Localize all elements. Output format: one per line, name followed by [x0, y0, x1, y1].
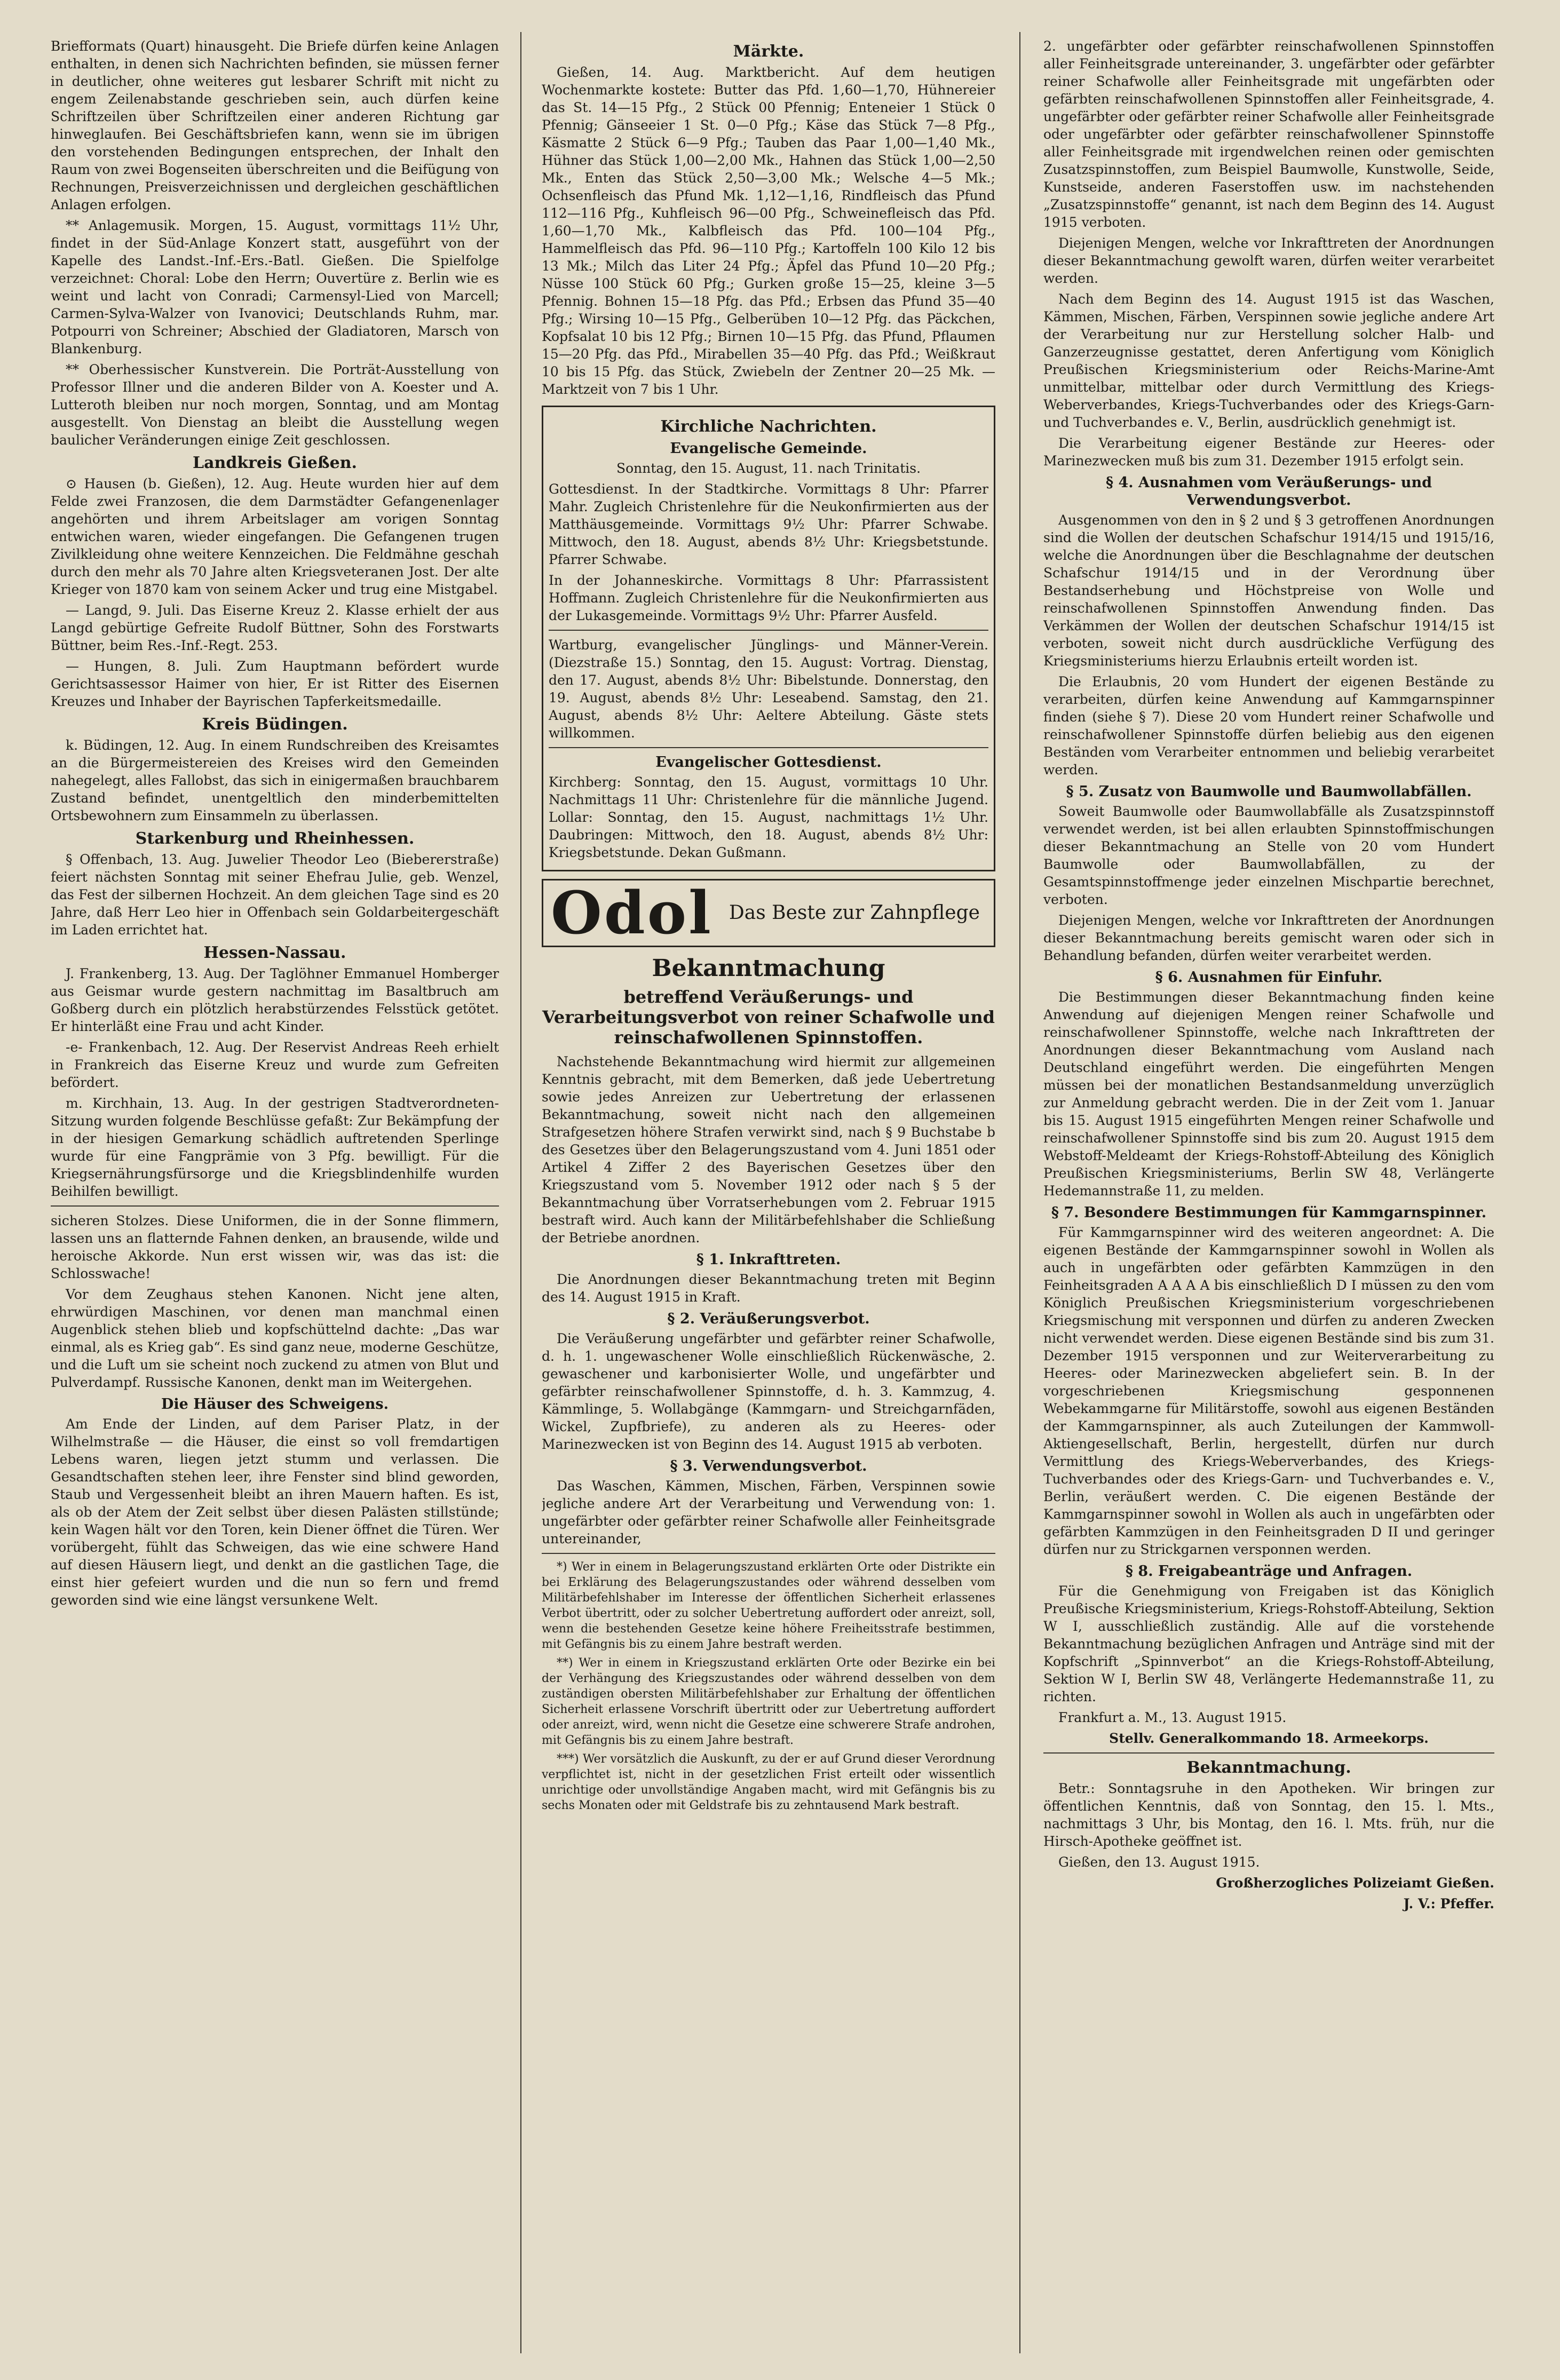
footnote: **) Wer in einem in Kriegszustand erklärten Orte oder Bezirke ein bei der Verhängung des Kriegszustandes oder während desselben von dem zuständigen obersten Militärbefehlshaber zur Erhaltung der öffentlichen Sicherheit erlassene Vorschrift übertritt oder zur Uebertretung auffordert oder anreizt, wird, wenn nicht die Gesetze eine schwerere Strafe androhen, mit Gefängnis bis zu einem Jahre bestraft.: [542, 1656, 995, 1747]
paragraph-heading: § 8. Freigabeanträge und Anfragen.: [1125, 1563, 1413, 1580]
column-markets-church-notice: [542, 37, 995, 2348]
market-report: Gießen, 14. Aug. Marktbericht. Auf dem heutigen Wochenmarkte kostete: Butter das Pfd. 1,60—1,70, Hühnereier das St. 14—15 Pfg., 2 Stück 00 Pfennig; Enteneier 1 Stück 0 Pfennig; Gänseeier 1 St. 0—0 Pfg.; Käse das Stück 7—8 Pfg., Käsmatte 2 Stück 6—9 Pfg.; Tauben das Paar 1,00—1,40 Mk., Hühner das Stück 1,00—2,00 Mk., Hahnen das Stück 1,00—2,50 Mk., Enten das Stück 2,50—3,00 Mk.; Welsche 4—5 Mk.; Ochsenfleisch das Pfund Mk. 1,12—1,16, Rindfleisch das Pfund 112—116 Pfg., Kuhfleisch 96—00 Pfg., Schweinefleisch das Pfd. 1,60—1,70 Mk., Kalbfleisch das Pfd. 100—104 Pfg., Hammelfleisch das Pfd. 96—110 Pfg.; Kartoffeln 100 Kilo 12 bis 13 Mk.; Milch das Liter 24 Pfg.; Äpfel das Pfund 10—20 Pfg.; Nüsse 100 Stück 60 Pfg.; Gurken große 15—25, kleine 3—5 Pfennig. Bohnen 15—18 Pfg. das Pfd.; Erbsen das Pfund 35—40 Pfg.; Wirsing 10—15 Pfg., Gelberüben 10—12 Pfg. das Päckchen, Kopfsalat 10 bis 12 Pfg.; Birnen 10—15 Pfg. das Pfund, Pflaumen 15—20 Pfg. das Pfd., Mirabellen 35—40 Pfg. das Pfd.; Weißkraut 10 bis 15 Pfg. das Stück, Zwiebeln der Zentner 20—25 Mk. — Marktzeit von 7 bis 1 Uhr.: [542, 65, 995, 397]
notice-text: Die Erlaubnis, 20 vom Hundert der eigenen Bestände zu verarbeiten, dürfen keine Anwendung auf Kammgarnspinner finden (siehe § 7). Diese 20 vom Hundert reiner Schafwolle und reinschafwollener Spinnstoffe dürfen beliebig aus den eigenen Beständen vom Verarbeiter entnommen und beliebig verarbeitet werden.: [1043, 674, 1494, 778]
odol-tagline: Das Beste zur Zahnpflege: [728, 902, 980, 924]
column-rule: [520, 32, 521, 2353]
article-text: ** Oberhessischer Kunstverein. Die Porträt-Ausstellung von Professor Illner und die anderen Bilder von A. Koester und A. Lutteroth bleiben nur noch morgen, Sonntag, und am Montag ausgestellt. Von Dienstag an bleibt die Ausstellung wegen baulicher Veränderungen einige Zeit geschlossen.: [51, 362, 499, 448]
feuilleton-heading: Die Häuser des Schweigens.: [161, 1396, 389, 1413]
column-local-news: [51, 37, 499, 2348]
notice-title: Bekanntmachung.: [1186, 1758, 1351, 1777]
notice-subtitle: betreffend Veräußerungs- und Verarbeitungsverbot von reiner Schafwolle und reinschafwollenen Spinnstoffen.: [542, 987, 995, 1048]
church-text: Gottesdienst. In der Stadtkirche. Vormittags 8 Uhr: Pfarrer Mahr. Zugleich Christenlehre für die Neukonfirmierten aus der Matthäusgemeinde. Vormittags 9½ Uhr: Pfarrer Schwabe. Mittwoch, den 18. August, abends 8½ Uhr: Kriegsbetstunde. Pfarrer Schwabe.: [549, 481, 988, 567]
notice-text: Nach dem Beginn des 14. August 1915 ist das Waschen, Kämmen, Mischen, Färben, Verspinnen sowie jegliche andere Art der Verarbeitung nur zur Herstellung solcher Halb- und Ganzerzeugnisse gestattet, deren Anfertigung vom Königlich Preußischen Kriegsministerium oder Reichs-Marine-Amt unmittelbar, mittelbar oder durch Vermittlung des Kriegs-Weberverbandes, Kriegs-Tuchverbandes oder des Kriegs-Garn- und Tuchverbandes e. V., Berlin, ausdrücklich genehmigt ist.: [1043, 291, 1494, 430]
feuilleton-text: sicheren Stolzes. Diese Uniformen, die in der Sonne flimmern, lassen uns an flatternde Fahnen denken, an brausende, wilde und heroische Akkorde. Nun erst wissen wir, was das ist: die Schlosswache!: [51, 1213, 499, 1281]
feuilleton-text: Am Ende der Linden, auf dem Pariser Platz, in der Wilhelmstraße — die Häuser, die einst so voll fremdartigen Lebens waren, liegen jetzt stumm und verlassen. Die Gesandtschaften stehen leer, ihre Fenster sind blind geworden, Staub und Vergessenheit bleibt an ihren Mauern haften. Es ist, als ob der Atem der Zeit selbst über diesen Palästen stillstünde; kein Wagen hält vor den Toren, kein Diener öffnet die Türen. Wer vorübergeht, fühlt das Schweigen, das wie eine schwere Hand auf diesen Häusern liegt, und denkt an die gastlichen Tage, die einst hier gefeiert wurden und die nun so fern und fremd geworden sind wie eine längst versunkene Welt.: [51, 1416, 499, 1608]
divider: [1043, 1752, 1494, 1754]
notice-text: 2. ungefärbter oder gefärbter reinschafwollenen Spinnstoffen aller Feinheitsgrade untereinander, 3. ungefärbter oder gefärbter reiner Schafwolle aller Feinheitsgrade mit ungefärbten oder gefärbten reinschafwollenen Spinnstoffen aller Feinheitsgrade, 4. ungefärbter oder gefärbter reiner Schafwolle aller Feinheitsgrade oder ungefärbter oder gefärbter reinschafwollener Spinnstoffe aller Feinheitsgrade mit irgendwelchen reinen oder gemischten Zusatzspinnstoffen, zum Beispiel Baumwolle, Kunstwolle, Seide, Kunstseide, anderen Faserstoffen usw. im nachstehenden „Zusatzspinnstoffe“ genannt, ist nach dem Beginn des 14. August 1915 verboten.: [1043, 38, 1494, 230]
divider: [549, 747, 988, 748]
dateline: Frankfurt a. M., 13. August 1915.: [1058, 1710, 1287, 1725]
church-subheading: Evangelischer Gottesdienst.: [655, 754, 882, 771]
paragraph-heading: § 7. Besondere Bestimmungen für Kammgarnspinner.: [1051, 1204, 1487, 1221]
section-heading: Landkreis Gießen.: [193, 454, 357, 472]
article-text: -e- Frankenbach, 12. Aug. Der Reservist Andreas Reeh erhielt in Frankreich das Eiserne Kreuz und wurde zum Gefreiten befördert.: [51, 1040, 499, 1090]
section-heading: Starkenburg und Rheinhessen.: [135, 829, 415, 848]
divider: [549, 630, 988, 631]
paragraph-heading: § 5. Zusatz von Baumwolle und Baumwollabfällen.: [1066, 783, 1472, 800]
church-date: Sonntag, den 15. August, 11. nach Trinitatis.: [616, 461, 921, 476]
notice-text: Die Bestimmungen dieser Bekanntmachung finden keine Anwendung auf diejenigen Mengen reiner Schafwolle und reinschafwollener Spinnstoffe, welche nach Inkrafttreten der Anordnungen dieser Bekanntmachung vom Ausland nach Deutschland eingeführt werden. Die eingeführten Mengen müssen bei der monatlichen Bestandsanmeldung unverzüglich zur Anmeldung gebracht werden. Die in der Zeit vom 1. Januar bis 15. August 1915 eingeführten Mengen reiner Schafwolle und reinschafwollener Spinnstoffe sind bis zum 20. August 1915 dem Webstoff-Meldeamt der Kriegs-Rohstoff-Abteilung des Königlich Preußischen Kriegsministeriums, Berlin SW 48, Verlängerte Hedemannstraße 11, zu melden.: [1043, 989, 1494, 1199]
footnote: *) Wer in einem in Belagerungszustand erklärten Orte oder Distrikte ein bei Erklärung des Belagerungszustandes oder während desselben vom Militärbefehlshaber im Interesse der öffentlichen Sicherheit erlassenes Verbot übertritt, oder zu solcher Uebertretung auffordert oder anreizt, soll, wenn die bestehenden Gesetze keine höhere Freiheitsstrafe bestimmen, mit Gefängnis bis zu einem Jahre bestraft werden.: [542, 1560, 995, 1651]
paragraph-heading: § 3. Verwendungsverbot.: [670, 1458, 867, 1474]
notice-text: Die Anordnungen dieser Bekanntmachung treten mit Beginn des 14. August 1915 in Kraft.: [542, 1272, 995, 1305]
article-text: Briefformats (Quart) hinausgeht. Die Briefe dürfen keine Anlagen enthalten, in denen sich Nachrichten befinden, sie müssen ferner in deutlicher, ohne weiteres gut lesbarer Schrift mit nicht zu engem Zeilenabstande geschrieben sein, auch dürfen keine Schriftzeilen über Schriftzeilen einer anderen Richtung gar hinweglaufen. Bei Geschäftsbriefen kann, wenn sie im übrigen den vorstehenden Bedingungen entsprechen, der Inhalt den Raum von zwei Bogenseiten überschreiten und die Beifügung von Rechnungen, Preisverzeichnissen und dergleichen geschäftlichen Anlagen erfolgen.: [51, 38, 499, 212]
column-notice-continued: [1043, 37, 1494, 2348]
notice-text: Das Waschen, Kämmen, Mischen, Färben, Verspinnen sowie jegliche andere Art der Verarbeitung und Verwendung von: 1. ungefärbter oder gefärbter reiner Schafwolle aller Feinheitsgrade untereinander,: [542, 1478, 995, 1546]
church-subheading: Evangelische Gemeinde.: [670, 440, 867, 457]
article-text: — Hungen, 8. Juli. Zum Hauptmann befördert wurde Gerichtsassessor Haimer von hier, Er ist Ritter des Eisernen Kreuzes und Inhaber der Bayrischen Tapferkeitsmedaille.: [51, 659, 499, 709]
notice-text: Betr.: Sonntagsruhe in den Apotheken. Wir bringen zur öffentlichen Kenntnis, daß von Sonntag, den 15. l. Mts., nachmittags 3 Uhr, bis Montag, den 16. l. Mts. früh, nur die Hirsch-Apotheke geöffnet ist.: [1043, 1781, 1494, 1849]
notice-text: Nachstehende Bekanntmachung wird hiermit zur allgemeinen Kenntnis gebracht, mit dem Bemerken, daß jede Uebertretung sowie jedes Anreizen zur Uebertretung der erlassenen Bekanntmachung, soweit nicht nach den allgemeinen Strafgesetzen höhere Strafen verwirkt sind, nach § 9 Buchstabe b des Gesetzes über den Belagerungszustand vom 4. Juni 1851 oder Artikel 4 Ziffer 2 des Bayerischen Gesetzes über den Kriegszustand vom 5. November 1912 oder nach § 5 der Bekanntmachung über Vorratserhebungen vom 2. Februar 1915 bestraft wird. Auch kann der Militärbefehlshaber die Schließung der Betriebe anordnen.: [542, 1054, 995, 1245]
church-heading: Kirchliche Nachrichten.: [660, 417, 877, 436]
column-rule: [1019, 32, 1020, 2353]
section-heading: Hessen-Nassau.: [203, 943, 346, 962]
paragraph-heading: § 1. Inkrafttreten.: [696, 1251, 841, 1268]
signatory: J. V.: Pfeffer.: [1403, 1896, 1494, 1911]
section-heading: Kreis Büdingen.: [202, 715, 348, 734]
article-text: k. Büdingen, 12. Aug. In einem Rundschreiben des Kreisamtes an die Bürgermeistereien des Kreises wird den Gemeinden nahegelegt, alles Fallobst, das sich in einigermaßen brauchbarem Zustand befindet, unentgeltlich den minderbemittelten Ortsbewohnern zum Einsammeln zu überlassen.: [51, 737, 499, 823]
odol-logo: Odol: [551, 878, 713, 947]
article-text: ** Anlagemusik. Morgen, 15. August, vormittags 11½ Uhr, findet in der Süd-Anlage Konzert statt, ausgeführt von der Kapelle des Landst.-Inf.-Ers.-Batl. Gießen. Die Spielfolge verzeichnet: Choral: Lobe den Herrn; Ouvertüre z. Berlin wie es weint und lacht von Conradi; Carmensyl-Lied von Marcell; Carmen-Sylva-Walzer von Ivanovici; Deutschlands Ruhm, mar. Potpourri von Schreiner; Abschied der Gladiatoren, Marsch von Blankenburg.: [51, 218, 499, 356]
divider: [542, 1553, 995, 1554]
notice-text: Soweit Baumwolle oder Baumwollabfälle als Zusatzspinnstoff verwendet werden, ist bei allen erlaubten Spinnstoffmischungen dieser Bekanntmachung an Stelle von 20 vom Hundert Baumwolle oder Baumwollabfällen, zu der Gesamtspinnstoffmenge jeder einzelnen Mischpartie berechnet, verboten.: [1043, 804, 1494, 907]
article-text: § Offenbach, 13. Aug. Juwelier Theodor Leo (Biebererstraße) feiert nächsten Sonntag mit seiner Ehefrau Julie, geb. Wenzel, das Fest der silbernen Hochzeit. An dem gleichen Tage sind es 20 Jahre, daß Herr Leo hier in Offenbach sein Goldarbeitergeschäft im Laden errichtet hat.: [51, 852, 499, 938]
dateline: Gießen, den 13. August 1915.: [1058, 1854, 1260, 1870]
issuing-office: Großherzogliches Polizeiamt Gießen.: [1216, 1875, 1494, 1891]
notice-text: Ausgenommen von den in § 2 und § 3 getroffenen Anordnungen sind die Wollen der deutschen Schafschur 1914/15 und 1915/16, welche die Anordnungen über die Beschlagnahme der deutschen Schafschur 1914/15 und in der Verordnung über Bestandserhebung und Höchstpreise von Wolle und reinschafwollenen Spinnstoffen Anwendung finden. Das Verkämmen der Wollen der deutschen Schafschur 1914/15 ist verboten, soweit nicht durch ausdrückliche Verfügung des Kriegsministeriums hierzu Erlaubnis erteilt worden ist.: [1043, 512, 1494, 669]
odol-advertisement: [542, 879, 995, 947]
notice-text: Die Verarbeitung eigener Bestände zur Heeres- oder Marinezwecken muß bis zum 31. Dezember 1915 erfolgt sein.: [1043, 435, 1494, 469]
notice-text: Für Kammgarnspinner wird des weiteren angeordnet: A. Die eigenen Bestände der Kammgarnspinner sowohl in Wollen als auch in ungefärbten oder gefärbten Kammzügen in den Feinheitsgraden A A A A bis einschließlich D I müssen zu den vom Königlich Preußischen Kriegsministerium vorgeschriebenen Kriegsmischung mit versponnen und dürfen zu anderen Zwecken nicht verwendet werden. Diese eigenen Bestände sind bis zum 31. Dezember 1915 versponnen und zur Weiterverarbeitung zu Heeres- oder Marinezwecken abgeliefert sein. B. In der vorgeschriebenen Kriegsmischung gesponnenen Webekammgarne für Militärstoffe, sowohl aus eigenen Beständen der Kammgarnspinner, als auch Zuteilungen der Kammwoll-Aktiengesellschaft, Berlin, hergestellt, dürfen nur durch Vermittlung des Kriegs-Weberverbandes, des Kriegs-Tuchverbandes oder des Kriegs-Garn- und Tuchverbandes e. V., Berlin, veräußert werden. C. Die eigenen Bestände der Kammgarnspinner sowohl in Wollen als auch in ungefärbten oder gefärbten Kammzügen in den Feinheitsgraden D II und geringer dürfen nur zu Strickgarnen versponnen werden.: [1043, 1225, 1494, 1557]
notice-text: Diejenigen Mengen, welche vor Inkrafttreten der Anordnungen dieser Bekanntmachung bereits gemischt waren oder sich in Behandlung befanden, dürfen weiter verarbeitet werden.: [1043, 913, 1494, 963]
article-text: m. Kirchhain, 13. Aug. In der gestrigen Stadtverordneten-Sitzung wurden folgende Beschlüsse gefaßt: Zur Bekämpfung der in der hiesigen Gemarkung schädlich auftretenden Sperlinge wurde für eine Fangprämie von 3 Pfg. bewilligt. Für die Kriegsernährungsfürsorge und die Kriegsblindenhilfe wurden Beihilfen bewilligt.: [51, 1096, 499, 1199]
footnote: ***) Wer vorsätzlich die Auskunft, zu der er auf Grund dieser Verordnung verpflichtet ist, nicht in der gesetzlichen Frist erteilt oder wissentlich unrichtige oder unvollständige Angaben macht, wird mit Gefängnis bis zu sechs Monaten oder mit Geldstrafe bis zu zehntausend Mark bestraft.: [542, 1752, 995, 1812]
church-text: Wartburg, evangelischer Jünglings- und Männer-Verein. (Diezstraße 15.) Sonntag, den 15. August: Vortrag. Dienstag, den 17. August, abends 8½ Uhr: Bibelstunde. Donnerstag, den 19. August, abends 8½ Uhr: Leseabend. Samstag, den 21. August, abends 8½ Uhr: Aeltere Abteilung. Gäste stets willkommen.: [549, 637, 988, 741]
paragraph-heading: § 6. Ausnahmen für Einfuhr.: [1155, 969, 1383, 986]
signatory: Stellv. Generalkommando 18. Armeekorps.: [1109, 1731, 1429, 1746]
notice-title: Bekanntmachung: [652, 955, 885, 982]
article-text: — Langd, 9. Juli. Das Eiserne Kreuz 2. Klasse erhielt der aus Langd gebürtige Gefreite Rudolf Büttner, Sohn des Forstwarts Büttner, beim Res.-Inf.-Regt. 253.: [51, 602, 499, 653]
church-text: Kirchberg: Sonntag, den 15. August, vormittags 10 Uhr. Nachmittags 11 Uhr: Christenlehre für die männliche Jugend. Lollar: Sonntag, den 15. August, nachmittags 1½ Uhr. Daubringen: Mittwoch, den 18. August, abends 8½ Uhr: Kriegsbetstunde. Dekan Gußmann.: [549, 774, 988, 860]
church-text: In der Johanneskirche. Vormittags 8 Uhr: Pfarrassistent Hoffmann. Zugleich Christenlehre für die Neukonfirmierten aus der Lukasgemeinde. Vormittags 9½ Uhr: Pfarrer Ausfeld.: [549, 573, 988, 623]
divider: [51, 1205, 499, 1207]
article-text: J. Frankenberg, 13. Aug. Der Taglöhner Emmanuel Homberger aus Geismar wurde gestern nachmittag im Basaltbruch am Goßberg durch ein plötzlich herabstürzendes Felsstück getötet. Er hinterläßt eine Frau und acht Kinder.: [51, 966, 499, 1034]
section-heading: Märkte.: [733, 42, 804, 61]
notice-text: Diejenigen Mengen, welche vor Inkrafttreten der Anordnungen dieser Bekanntmachung gewolft waren, dürfen weiter verarbeitet werden.: [1043, 235, 1494, 286]
notice-text: Für die Genehmigung von Freigaben ist das Königlich Preußische Kriegsministerium, Kriegs-Rohstoff-Abteilung, Sektion W I, ausschließlich zuständig. Alle auf die vorstehende Bekanntmachung bezüglichen Anfragen und Anträge sind mit der Kopfschrift „Spinnverbot“ an die Kriegs-Rohstoff-Abteilung, Sektion W I, Berlin SW 48, Verlängerte Hedemannstraße 11, zu richten.: [1043, 1583, 1494, 1704]
church-notice-box: [542, 406, 995, 871]
paragraph-heading: § 4. Ausnahmen vom Veräußerungs- und Verwendungsverbot.: [1105, 474, 1432, 509]
paragraph-heading: § 2. Veräußerungsverbot.: [667, 1311, 870, 1327]
feuilleton-text: Vor dem Zeughaus stehen Kanonen. Nicht jene alten, ehrwürdigen Maschinen, vor denen man manchmal einen Augenblick stehen blieb und kopfschüttelnd dachte: „Das war einmal, als es Krieg gab“. Es sind ganz neue, moderne Geschütze, und die Luft um sie scheint noch zuckend zu atmen von Blut und Pulverdampf. Russische Kanonen, denkt man im Weitergehen.: [51, 1287, 499, 1390]
notice-text: Die Veräußerung ungefärbter und gefärbter reiner Schafwolle, d. h. 1. ungewaschener Wolle einschließlich Rückenwäsche, 2. gewaschener und karbonisierter Wolle, und ungefärbter und gefärbter reinschafwollener Spinnstoffe, d. h. 3. Kammzug, 4. Kämmlinge, 5. Wollabgänge (Kammgarn- und Streichgarnfäden, Wickel, Zupfbriefe), zu anderen als zu Heeres- oder Marinezwecken ist von Beginn des 14. August 1915 ab verboten.: [542, 1331, 995, 1452]
article-text: ⊙ Hausen (b. Gießen), 12. Aug. Heute wurden hier auf dem Felde zwei Franzosen, die dem Darmstädter Gefangenenlager angehörten und ihrem Arbeitslager am vorigen Sonntag entwichen waren, wieder eingefangen. Die Gefangenen trugen Zivilkleidung ohne weitere Kennzeichen. Die Feldmähne geschah durch den mehr als 70 Jahre alten Kriegsveteranen Jost. Der alte Krieger von 1870 kam von seinem Acker und trug eine Mistgabel.: [51, 476, 499, 597]
